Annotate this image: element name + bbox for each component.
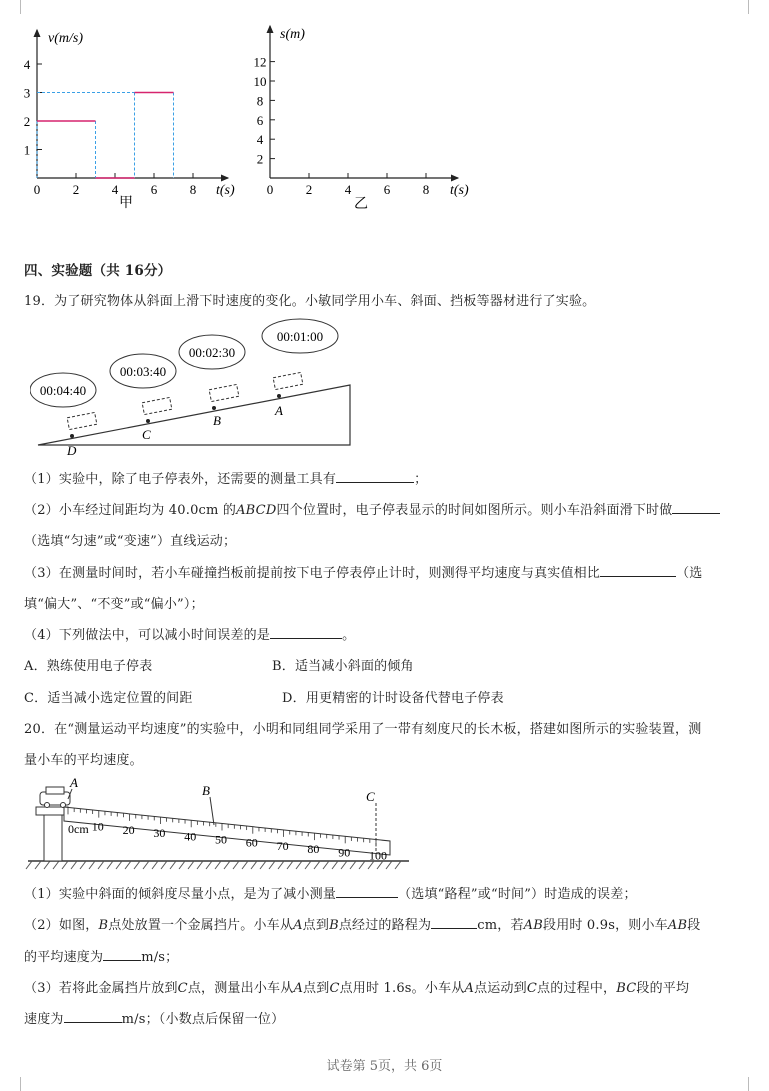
ground-hatch bbox=[233, 861, 239, 869]
ruler-tick-label: 90 bbox=[338, 845, 351, 860]
x-tick-label: 4 bbox=[344, 182, 352, 197]
ground-hatch bbox=[269, 861, 275, 869]
ground-hatch bbox=[116, 861, 122, 869]
ground-hatch bbox=[287, 861, 293, 869]
ground-hatch bbox=[260, 861, 266, 869]
y-tick-label: 2 bbox=[256, 151, 264, 167]
y-tick-label: 2 bbox=[23, 114, 31, 129]
x-tick-label: 6 bbox=[150, 182, 158, 197]
q20-part3-var: A bbox=[293, 981, 304, 996]
ground-hatch bbox=[242, 861, 248, 869]
q20-part1-hint: （选填“路程”或“时间”）时造成的误差； bbox=[398, 887, 637, 902]
ground-hatch bbox=[44, 861, 50, 869]
timer-D: 00:04:40 bbox=[39, 383, 87, 398]
ruler-tick-label: 100 bbox=[369, 848, 387, 863]
q19-part4 bbox=[24, 624, 355, 643]
point-label-A: A bbox=[275, 403, 283, 418]
incline-timer-diagram bbox=[30, 315, 360, 460]
ground-hatch bbox=[350, 861, 356, 869]
ground-hatch bbox=[197, 861, 203, 869]
q19-part3-text: （3）在测量时间时，若小车碰撞挡板前提前按下电子停表停止计时，则测得平均速度与真实值相比 bbox=[24, 566, 601, 581]
y-tick-label: 3 bbox=[23, 85, 31, 101]
ground-hatch bbox=[98, 861, 104, 869]
ruler-tick-label: 20 bbox=[122, 822, 135, 837]
y-axis-label: v(m/s) bbox=[48, 31, 83, 46]
ground-hatch bbox=[161, 861, 167, 869]
q20-part3-text: 点到 bbox=[303, 981, 330, 996]
q20-part3-unit: m/s；（小数点后保留一位） bbox=[121, 1012, 285, 1027]
timer-B: 00:02:30 bbox=[188, 345, 236, 360]
q20-part3-var: C bbox=[329, 981, 340, 996]
x-axis-label: t(s) bbox=[216, 183, 235, 198]
q20-part2-cont bbox=[24, 946, 178, 965]
ground-hatch bbox=[35, 861, 41, 869]
q20-part3 bbox=[24, 977, 689, 996]
ground-hatch bbox=[251, 861, 257, 869]
answer-blank[interactable] bbox=[270, 626, 342, 639]
ruler-tick-label: 60 bbox=[245, 835, 258, 850]
point-label-C: C bbox=[142, 427, 151, 442]
ground-hatch bbox=[296, 861, 302, 869]
q19-part4-text: （4）下列做法中，可以减小时间误差的是 bbox=[24, 628, 271, 643]
q20-part2-text: （2）如图， bbox=[24, 918, 99, 933]
q19-part2-text: （2）小车经过间距均为 40.0cm 的 bbox=[24, 503, 237, 518]
y-tick-label: 4 bbox=[256, 132, 264, 148]
q19-part2-text2: 四个位置时，电子停表显示的时间如图所示。则小车沿斜面滑下时做 bbox=[276, 503, 673, 518]
q20-part3-var: A bbox=[464, 981, 475, 996]
q19-part1 bbox=[24, 468, 427, 487]
graph-caption: 甲 bbox=[119, 196, 133, 211]
q19-part3-text2: （选 bbox=[676, 566, 703, 581]
q20-part3-text: 段的平均 bbox=[636, 981, 690, 996]
ruler-unit: 0cm bbox=[68, 822, 89, 836]
y-axis-label: s(m) bbox=[280, 27, 305, 42]
q20-part1 bbox=[24, 883, 637, 902]
answer-blank[interactable] bbox=[672, 501, 720, 514]
q20-part2-text: 段 bbox=[687, 918, 701, 933]
q20-part3-text: 点，测量出小车从 bbox=[187, 981, 294, 996]
x-tick-label: 8 bbox=[189, 182, 197, 197]
q20-part2-text: 段用时 0.9s，则小车 bbox=[543, 918, 668, 933]
ground-hatch bbox=[89, 861, 95, 869]
ground-hatch bbox=[53, 861, 59, 869]
ruler-tick-label: 10 bbox=[91, 819, 104, 834]
corner-mark bbox=[748, 0, 763, 14]
ground-hatch bbox=[152, 861, 158, 869]
ground-hatch bbox=[143, 861, 149, 869]
ground-hatch bbox=[170, 861, 176, 869]
ruler-tick-label: 50 bbox=[215, 832, 227, 847]
ground-hatch bbox=[305, 861, 311, 869]
x-tick-label: 0 bbox=[266, 182, 274, 197]
ground-hatch bbox=[107, 861, 113, 869]
ground-hatch bbox=[224, 861, 230, 869]
q20-part3-var: C bbox=[526, 981, 538, 996]
ground-hatch bbox=[314, 861, 320, 869]
q20-part3-text: （3）若将此金属挡片放到 bbox=[24, 981, 178, 996]
x-axis-label: t(s) bbox=[450, 183, 469, 198]
y-tick-label: 6 bbox=[256, 112, 264, 128]
x-tick-label: 2 bbox=[305, 182, 313, 197]
answer-blank[interactable] bbox=[64, 1010, 122, 1023]
answer-blank[interactable] bbox=[431, 916, 477, 929]
point-label-B: B bbox=[202, 783, 210, 798]
q20-part1-text: （1）实验中斜面的倾斜度尽量小点，是为了减小测量 bbox=[24, 887, 337, 902]
ground-hatch bbox=[188, 861, 194, 869]
q20-part2-var: B bbox=[329, 918, 339, 933]
ground-hatch bbox=[395, 861, 401, 869]
x-tick-label: 0 bbox=[33, 182, 41, 197]
q20-part3-text: 速度为 bbox=[24, 1012, 64, 1027]
q20-part3-cont bbox=[24, 1008, 284, 1027]
section-heading: 四、实验题（共 16分） bbox=[24, 263, 172, 279]
q20-part3-var: BC bbox=[616, 981, 637, 996]
ground-hatch bbox=[323, 861, 329, 869]
point-label-A: A bbox=[70, 775, 78, 790]
corner-mark bbox=[6, 1077, 21, 1091]
question-20-stem-cont: 量小车的平均速度。 bbox=[24, 753, 143, 768]
q20-part2 bbox=[24, 914, 700, 933]
ground-hatch bbox=[215, 861, 221, 869]
q20-part2-text: 点经过的路程为 bbox=[338, 918, 432, 933]
point-label-D: D bbox=[67, 443, 77, 458]
ground-hatch bbox=[134, 861, 140, 869]
q19-part2 bbox=[24, 499, 720, 518]
ground-hatch bbox=[80, 861, 86, 869]
option-D[interactable]: D．用更精密的计时设备代替电子停表 bbox=[282, 691, 504, 706]
timer-C: 00:03:40 bbox=[119, 364, 167, 379]
ground-hatch bbox=[71, 861, 77, 869]
q19-part4-end: 。 bbox=[342, 628, 356, 643]
graph-caption: 乙 bbox=[354, 197, 368, 212]
y-tick-label: 12 bbox=[253, 54, 267, 70]
ground-hatch bbox=[359, 861, 365, 869]
ground-hatch bbox=[26, 861, 32, 869]
q19-part1-end: ； bbox=[414, 472, 428, 487]
ruler-tick-label: 80 bbox=[307, 842, 320, 857]
q20-part2-unit: m/s； bbox=[141, 950, 179, 965]
option-A[interactable]: A．熟练使用电子停表 bbox=[24, 659, 153, 674]
answer-blank[interactable] bbox=[336, 470, 414, 483]
graph-yi bbox=[0, 0, 500, 220]
q20-part2-var: AB bbox=[523, 918, 543, 933]
question-19-stem: 19．为了研究物体从斜面上滑下时速度的变化。小敏同学用小车、斜面、挡板等器材进行了实验。 bbox=[24, 294, 596, 309]
y-tick-label: 1 bbox=[23, 142, 31, 158]
ground-hatch bbox=[206, 861, 212, 869]
ruler-incline-diagram bbox=[24, 775, 414, 875]
ground-hatch bbox=[62, 861, 68, 869]
x-tick-label: 2 bbox=[72, 182, 80, 197]
q20-part2-var: A bbox=[293, 918, 303, 933]
page-footer: 试卷第 5页，共 6页 bbox=[326, 1059, 443, 1074]
q20-part3-text: 点用时 1.6s。小车从 bbox=[339, 981, 465, 996]
point-label-B: B bbox=[213, 413, 221, 428]
q19-part3-hint: 填“偏大”、“不变”或“偏小”）； bbox=[24, 597, 204, 612]
q20-part3-text: 点运动到 bbox=[474, 981, 527, 996]
ruler-tick-label: 30 bbox=[153, 826, 166, 841]
point-label-C: C bbox=[366, 789, 375, 804]
q20-part2-text: 的平均速度为 bbox=[24, 950, 104, 965]
q19-part1-text: （1）实验中，除了电子停表外，还需要的测量工具有 bbox=[24, 472, 337, 487]
y-tick-label: 4 bbox=[23, 57, 31, 72]
ruler-tick-label: 70 bbox=[276, 838, 289, 853]
q19-part2-abcd: ABCD bbox=[236, 503, 277, 518]
answer-blank[interactable] bbox=[103, 948, 141, 961]
q19-part2-hint: （选填“匀速”或“变速”）直线运动； bbox=[24, 534, 237, 549]
option-C[interactable]: C．适当减小选定位置的间距 bbox=[24, 691, 193, 706]
q20-part3-var: C bbox=[177, 981, 188, 996]
y-tick-label: 10 bbox=[253, 74, 267, 89]
q20-part2-var: AB bbox=[667, 918, 688, 933]
y-tick-label: 8 bbox=[256, 93, 264, 109]
corner-mark bbox=[748, 1077, 763, 1091]
x-tick-label: 6 bbox=[383, 182, 391, 197]
question-20-stem: 20．在“测量运动平均速度”的实验中，小明和同组同学采用了一带有刻度尺的长木板，搭建如图所示的实验装置，测 bbox=[24, 722, 702, 737]
x-tick-label: 4 bbox=[111, 182, 119, 197]
ground-hatch bbox=[179, 861, 185, 869]
q20-part2-text: cm，若 bbox=[477, 918, 524, 933]
answer-blank[interactable] bbox=[600, 564, 676, 577]
answer-blank[interactable] bbox=[336, 885, 398, 898]
ground-hatch bbox=[332, 861, 338, 869]
ground-hatch bbox=[125, 861, 131, 869]
ruler-tick-label: 40 bbox=[184, 829, 197, 844]
q20-part3-text: 点的过程中， bbox=[537, 981, 617, 996]
q19-part3 bbox=[24, 562, 702, 581]
ground-hatch bbox=[341, 861, 347, 869]
timer-A: 00:01:00 bbox=[276, 329, 324, 344]
x-tick-label: 8 bbox=[422, 182, 430, 197]
q20-part2-text: 点处放置一个金属挡片。小车从 bbox=[108, 918, 294, 933]
option-B[interactable]: B．适当减小斜面的倾角 bbox=[272, 659, 414, 674]
q20-part2-text: 点到 bbox=[302, 918, 330, 933]
q20-part2-var: B bbox=[98, 918, 109, 933]
ground-hatch bbox=[278, 861, 284, 869]
